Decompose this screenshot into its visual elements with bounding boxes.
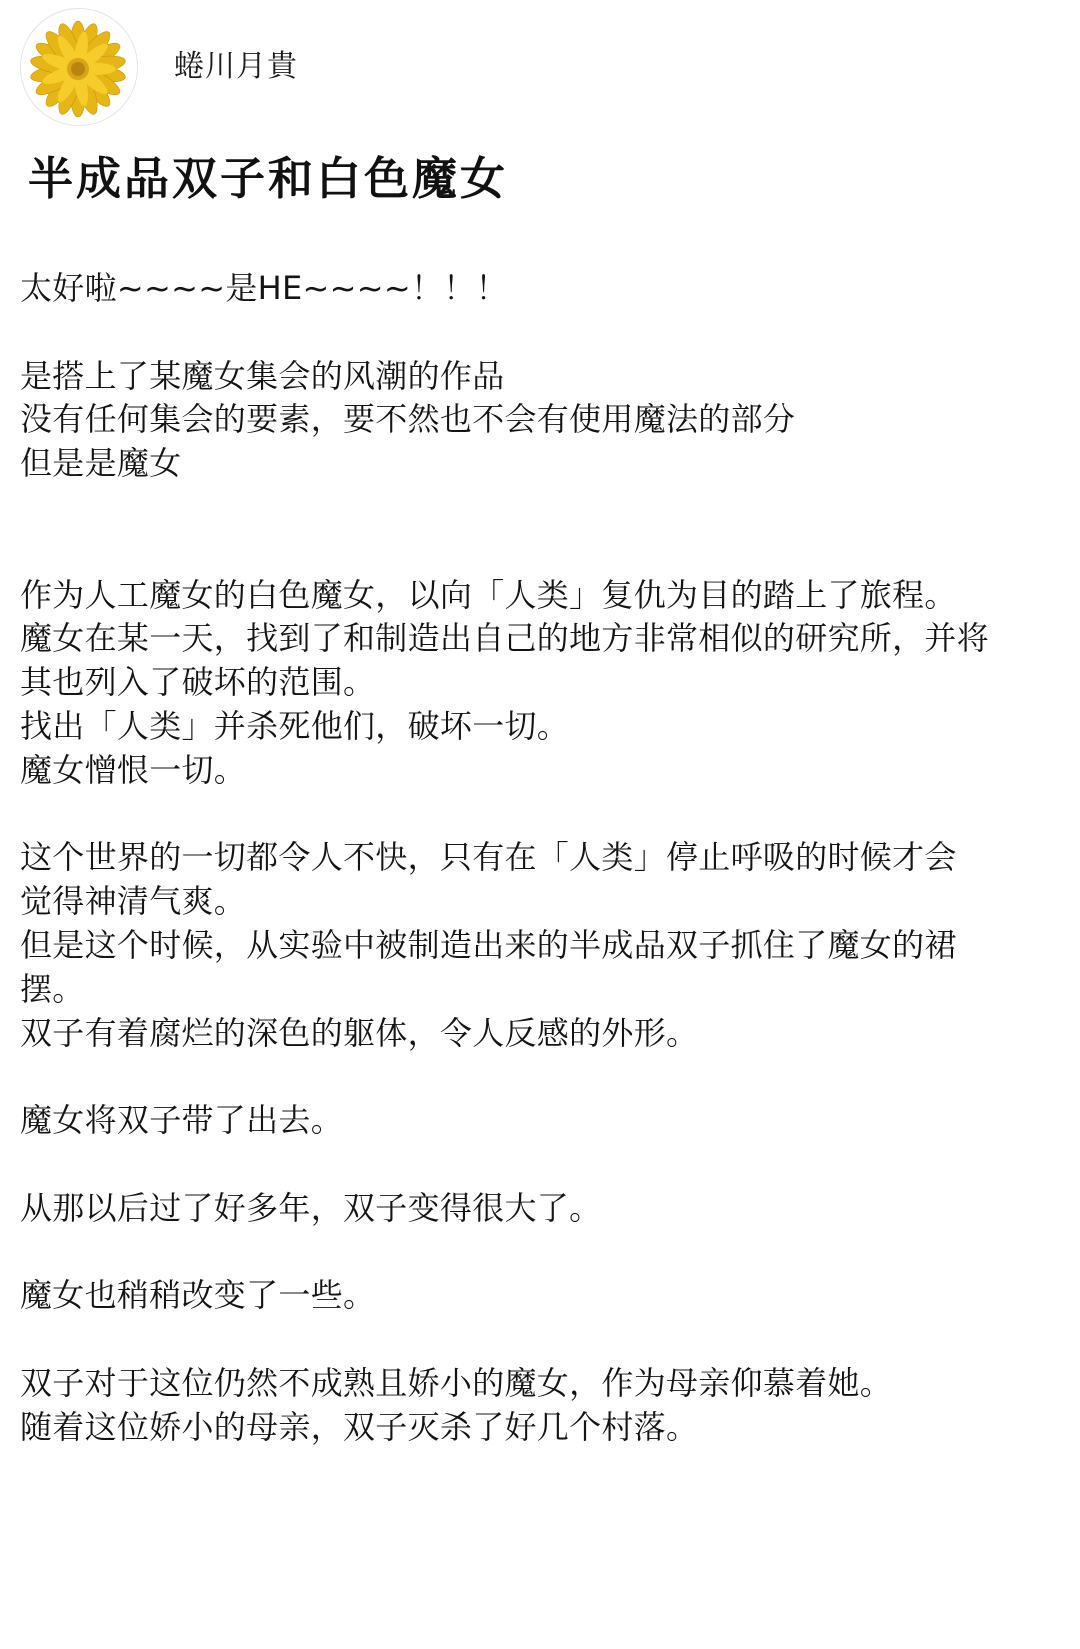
body-line: 魔女也稍稍改变了一些。 — [20, 1276, 376, 1315]
author-avatar[interactable] — [20, 8, 138, 126]
body-line: 太好啦~~~~是HE~~~~！！！ — [20, 269, 508, 307]
body-line: 魔女将双子带了出去。 — [20, 1101, 344, 1140]
body-line: 没有任何集会的要素，要不然也不会有使用魔法的部分 — [20, 400, 796, 439]
blank-line — [20, 1231, 1078, 1275]
blank-line — [20, 1143, 1078, 1187]
body-line: 随着这位娇小的母亲，双子灭杀了好几个村落。 — [20, 1407, 699, 1446]
post-title: 半成品双子和白色魔女 — [28, 152, 509, 205]
body-line: 其也列入了破坏的范围。 — [20, 663, 376, 702]
body-line: 魔女憎恨一切。 — [20, 750, 247, 789]
blank-line — [20, 1055, 1078, 1099]
blank-line — [20, 793, 1078, 837]
body-line: 从那以后过了好多年，双子变得很大了。 — [20, 1188, 602, 1227]
body-line: 摆。 — [20, 969, 85, 1008]
author-name[interactable]: 蜷川月貴 — [174, 49, 298, 84]
body-line: 双子有着腐烂的深色的躯体，令人反感的外形。 — [20, 1013, 699, 1052]
body-line: 作为人工魔女的白色魔女，以向「人类」复仇为目的踏上了旅程。 — [20, 575, 957, 614]
post-header — [20, 8, 298, 126]
post-body — [20, 267, 1078, 1450]
blank-line — [20, 1318, 1078, 1362]
body-line: 魔女在某一天，找到了和制造出自己的地方非常相似的研究所，并将 — [20, 619, 990, 658]
body-line: 但是是魔女 — [20, 444, 182, 483]
blank-line — [20, 530, 1078, 574]
blank-line — [20, 311, 1078, 355]
body-line: 找出「人类」并杀死他们，破坏一切。 — [20, 706, 570, 745]
sunflower-avatar-icon — [21, 9, 138, 126]
body-line: 觉得神清气爽。 — [20, 882, 247, 921]
blank-line — [20, 486, 1078, 530]
body-line: 但是这个时候，从实验中被制造出来的半成品双子抓住了魔女的裙 — [20, 925, 957, 964]
body-line: 是搭上了某魔女集会的风潮的作品 — [20, 356, 505, 395]
body-line: 双子对于这位仍然不成熟且娇小的魔女，作为母亲仰慕着她。 — [20, 1363, 893, 1402]
body-line: 这个世界的一切都令人不快，只有在「人类」停止呼吸的时候才会 — [20, 838, 957, 877]
